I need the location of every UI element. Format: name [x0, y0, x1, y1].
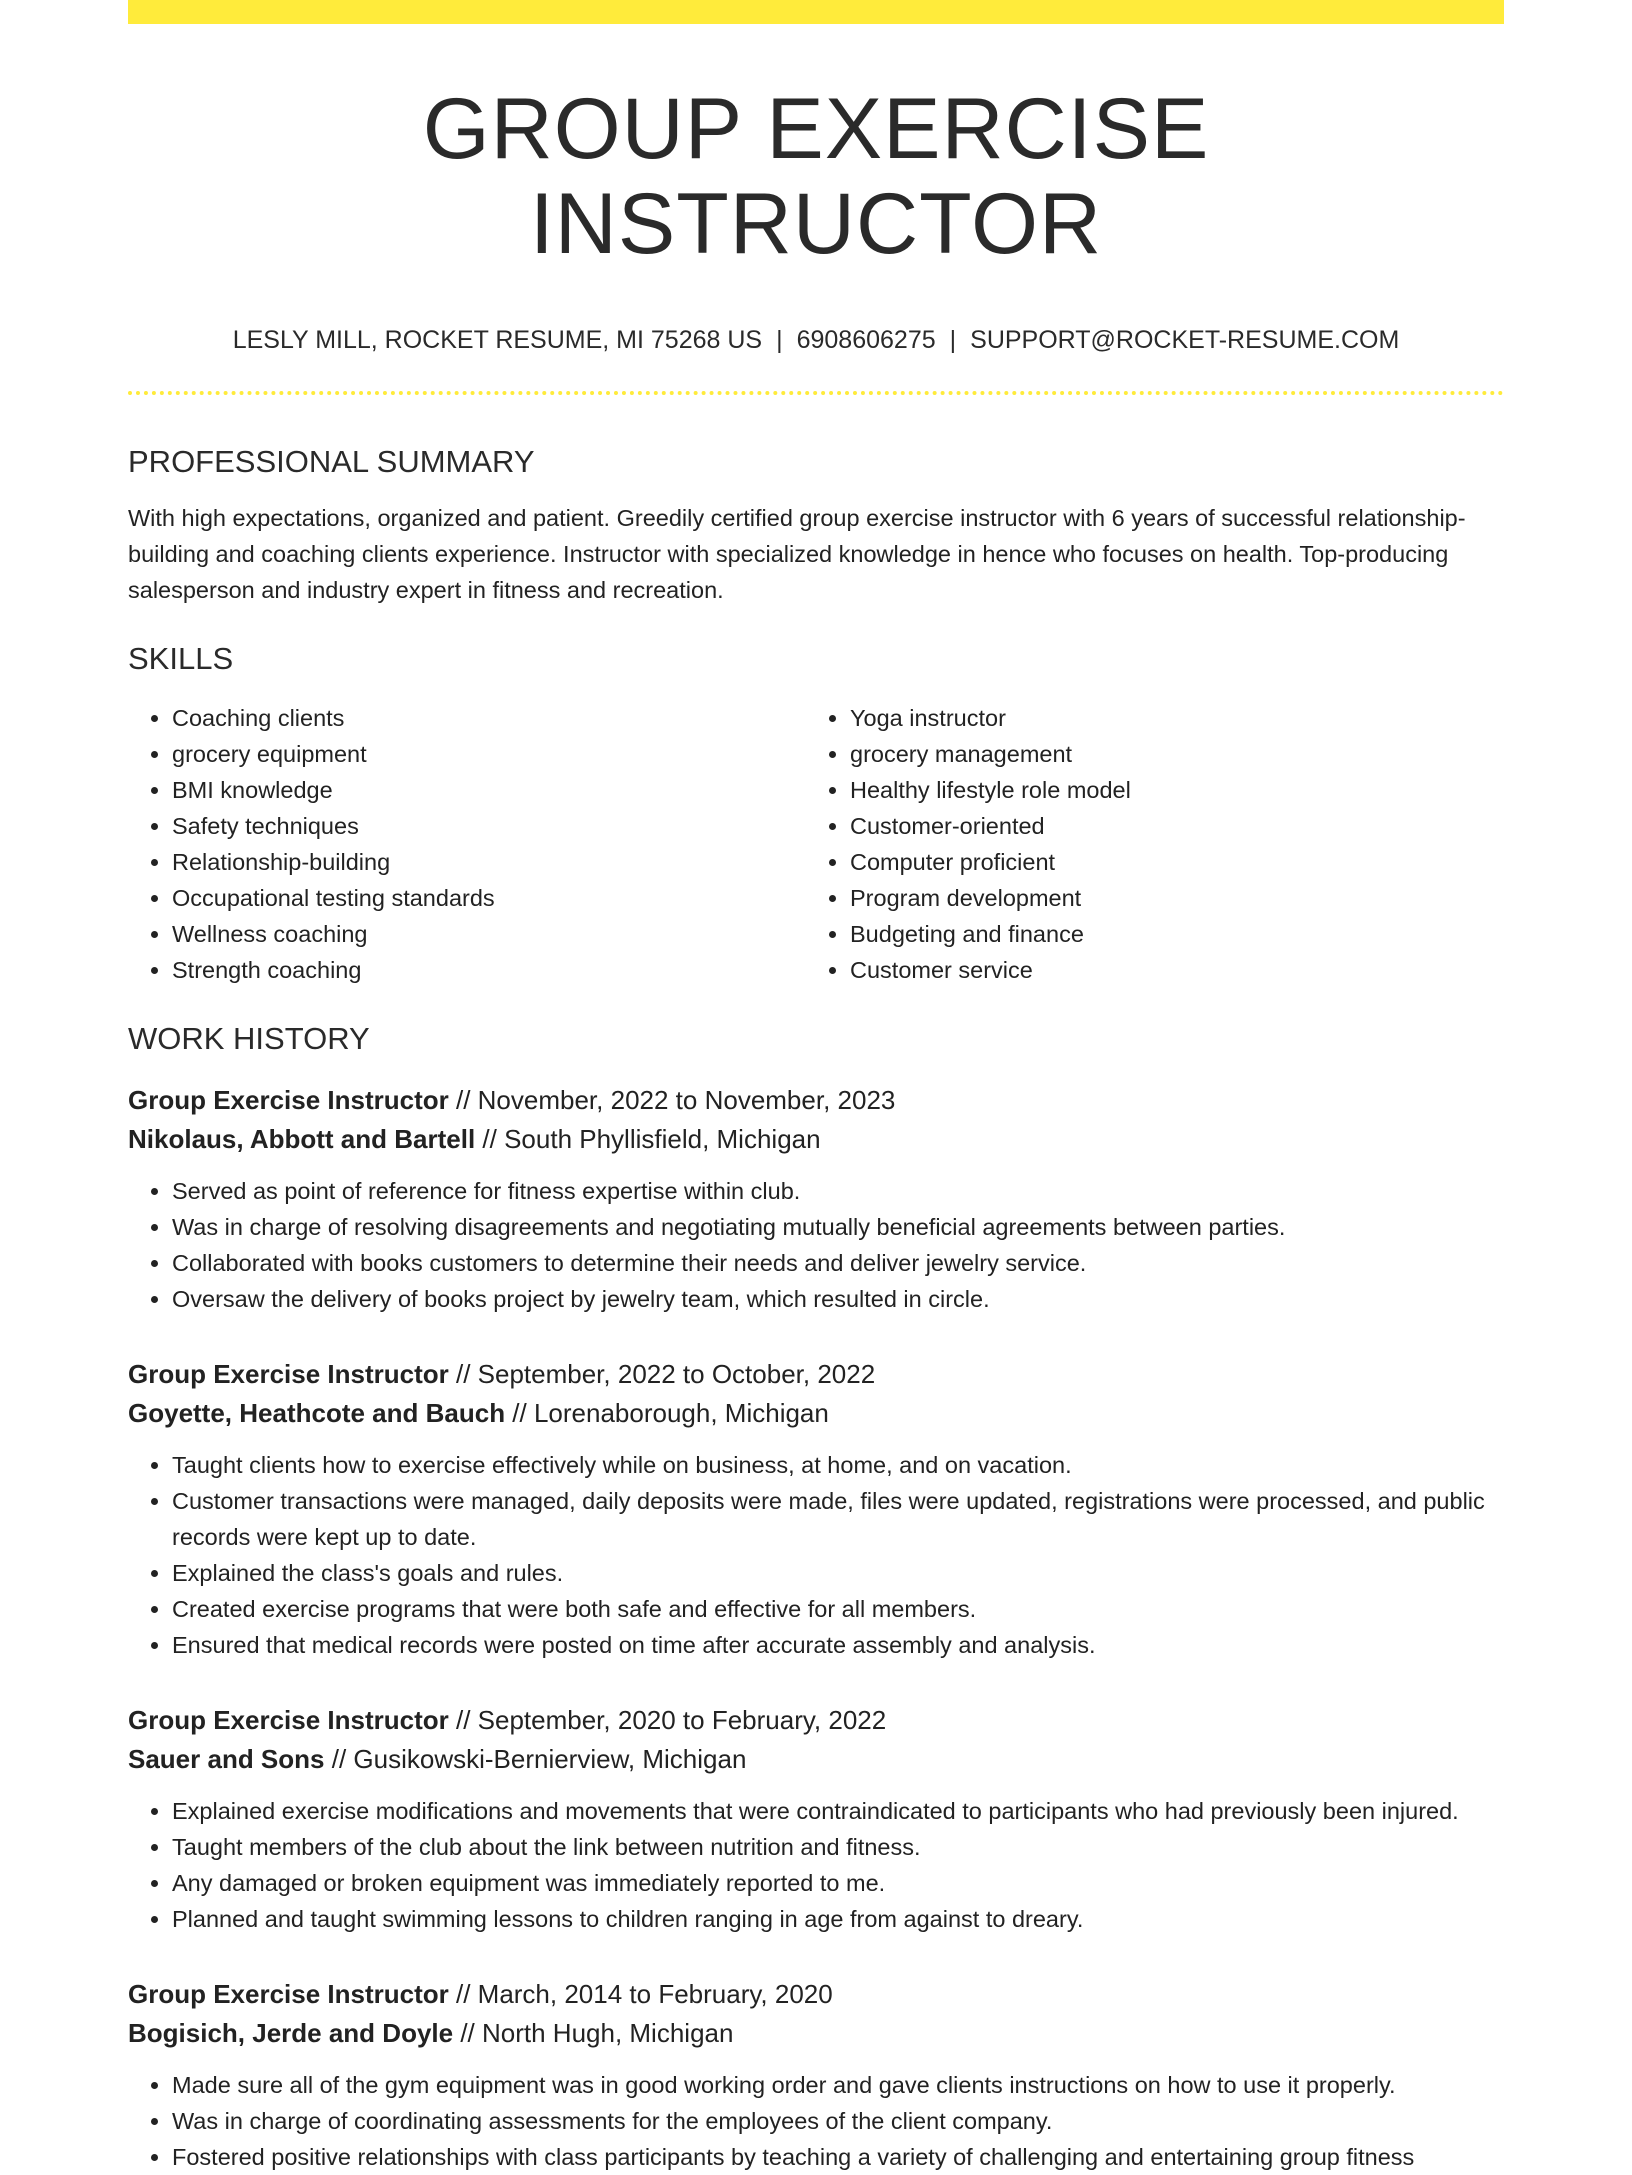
- job-location: // Lorenaborough, Michigan: [505, 1397, 829, 1428]
- job-dates: // September, 2022 to October, 2022: [448, 1358, 876, 1389]
- job-company-line: [128, 1394, 1504, 1433]
- job-bullet: • Was in charge of resolving disagreements and negotiating mutually beneficial agreements between parties.: [172, 1209, 1504, 1245]
- skill-item: • grocery management: [850, 736, 1480, 772]
- dotted-divider: [128, 391, 1504, 395]
- job-role-line: [128, 1975, 1504, 2014]
- job-company: Goyette, Heathcote and Bauch: [128, 1397, 506, 1428]
- skills-heading: SKILLS: [128, 641, 234, 677]
- job-bullet: • Explained the class's goals and rules.: [172, 1555, 1504, 1591]
- skill-item: • Budgeting and finance: [850, 916, 1480, 952]
- contact-email: SUPPORT@ROCKET-RESUME.COM: [970, 326, 1400, 355]
- job-dates: // March, 2014 to February, 2020: [448, 1978, 833, 2009]
- job-bullets: [128, 1447, 1504, 1663]
- job-entry: [128, 1701, 1504, 1937]
- job-bullet: • Created exercise programs that were both safe and effective for all members.: [172, 1591, 1504, 1627]
- skill-item: • Strength coaching: [172, 952, 806, 988]
- job-bullets: [128, 1173, 1504, 1317]
- job-role: Group Exercise Instructor: [128, 1704, 449, 1735]
- job-bullet: • Customer transactions were managed, daily deposits were made, files were updated, registrations were processed, and public records were kept up to date.: [172, 1483, 1504, 1555]
- job-bullet: • Taught clients how to exercise effectively while on business, at home, and on vacation.: [172, 1447, 1504, 1483]
- skill-item: • Coaching clients: [172, 700, 806, 736]
- skill-item: • Relationship-building: [172, 844, 806, 880]
- resume-page: [128, 0, 1504, 2175]
- job-bullet: • Any damaged or broken equipment was immediately reported to me.: [172, 1865, 1504, 1901]
- job-dates: // September, 2020 to February, 2022: [448, 1704, 887, 1735]
- job-company: Bogisich, Jerde and Doyle: [128, 2017, 454, 2048]
- job-bullets: [128, 1793, 1504, 1937]
- contact-separator: |: [949, 326, 957, 355]
- job-company-line: [128, 2014, 1504, 2053]
- job-role: Group Exercise Instructor: [128, 1358, 449, 1389]
- job-location: // Gusikowski-Bernierview, Michigan: [324, 1743, 747, 1774]
- skill-item: • Yoga instructor: [850, 700, 1480, 736]
- contact-line: [128, 325, 1504, 355]
- skill-item: • Customer-oriented: [850, 808, 1480, 844]
- job-role-line: [128, 1701, 1504, 1740]
- job-bullet: • Collaborated with books customers to determine their needs and deliver jewelry service.: [172, 1245, 1504, 1281]
- job-company: Sauer and Sons: [128, 1743, 325, 1774]
- skill-item: • Occupational testing standards: [172, 880, 806, 916]
- contact-phone: 6908606275: [796, 326, 936, 355]
- job-role: Group Exercise Instructor: [128, 1978, 449, 2009]
- job-bullet: • Fostered positive relationships with class participants by teaching a variety of challenging and entertaining group fitness: [172, 2139, 1504, 2175]
- skills-column-left: [128, 700, 806, 988]
- contact-address: LESLY MILL, ROCKET RESUME, MI 75268 US: [232, 326, 763, 355]
- job-bullet: • Oversaw the delivery of books project by jewelry team, which resulted in circle.: [172, 1281, 1504, 1317]
- job-bullet: • Planned and taught swimming lessons to children ranging in age from against to dreary.: [172, 1901, 1504, 1937]
- job-entry: [128, 1975, 1504, 2175]
- job-bullet: • Taught members of the club about the link between nutrition and fitness.: [172, 1829, 1504, 1865]
- skill-item: • Safety techniques: [172, 808, 806, 844]
- skill-item: • grocery equipment: [172, 736, 806, 772]
- job-bullets: [128, 2067, 1504, 2175]
- summary-text: With high expectations, organized and patient. Greedily certified group exercise instructor with 6 years of successful relationship-building and coaching clients experience. Instructor with specialized knowledge in hence who focuses on health. Top-producing salesperson and industry expert in fitness and recreation.: [128, 505, 1466, 604]
- skill-item: • Customer service: [850, 952, 1480, 988]
- job-company-line: [128, 1740, 1504, 1779]
- job-role: Group Exercise Instructor: [128, 1084, 449, 1115]
- resume-title: GROUP EXERCISE INSTRUCTOR: [422, 81, 1210, 272]
- job-dates: // November, 2022 to November, 2023: [448, 1084, 896, 1115]
- accent-bar: [128, 0, 1504, 24]
- job-company-line: [128, 1120, 1504, 1159]
- job-bullet: • Ensured that medical records were posted on time after accurate assembly and analysis.: [172, 1627, 1504, 1663]
- job-role-line: [128, 1355, 1504, 1394]
- job-role-line: [128, 1081, 1504, 1120]
- contact-separator: |: [776, 326, 783, 355]
- summary-heading: PROFESSIONAL SUMMARY: [128, 444, 535, 480]
- skills-list: [128, 700, 1504, 988]
- job-bullet: • Made sure all of the gym equipment was in good working order and gave clients instructions on how to use it properly.: [172, 2067, 1504, 2103]
- job-company: Nikolaus, Abbott and Bartell: [128, 1123, 476, 1154]
- skills-column-right: [806, 700, 1480, 988]
- skill-item: • Healthy lifestyle role model: [850, 772, 1480, 808]
- job-bullet: • Explained exercise modifications and movements that were contraindicated to participants who had previously been injured.: [172, 1793, 1504, 1829]
- skill-item: • Program development: [850, 880, 1480, 916]
- job-location: // North Hugh, Michigan: [453, 2017, 734, 2048]
- job-location: // South Phyllisfield, Michigan: [475, 1123, 821, 1154]
- skill-item: • Wellness coaching: [172, 916, 806, 952]
- job-entry: [128, 1081, 1504, 1317]
- job-bullet: • Served as point of reference for fitness expertise within club.: [172, 1173, 1504, 1209]
- work-history-heading: WORK HISTORY: [128, 1020, 370, 1056]
- skill-item: • BMI knowledge: [172, 772, 806, 808]
- job-bullet: • Was in charge of coordinating assessments for the employees of the client company.: [172, 2103, 1504, 2139]
- skill-item: • Computer proficient: [850, 844, 1480, 880]
- job-entry: [128, 1355, 1504, 1663]
